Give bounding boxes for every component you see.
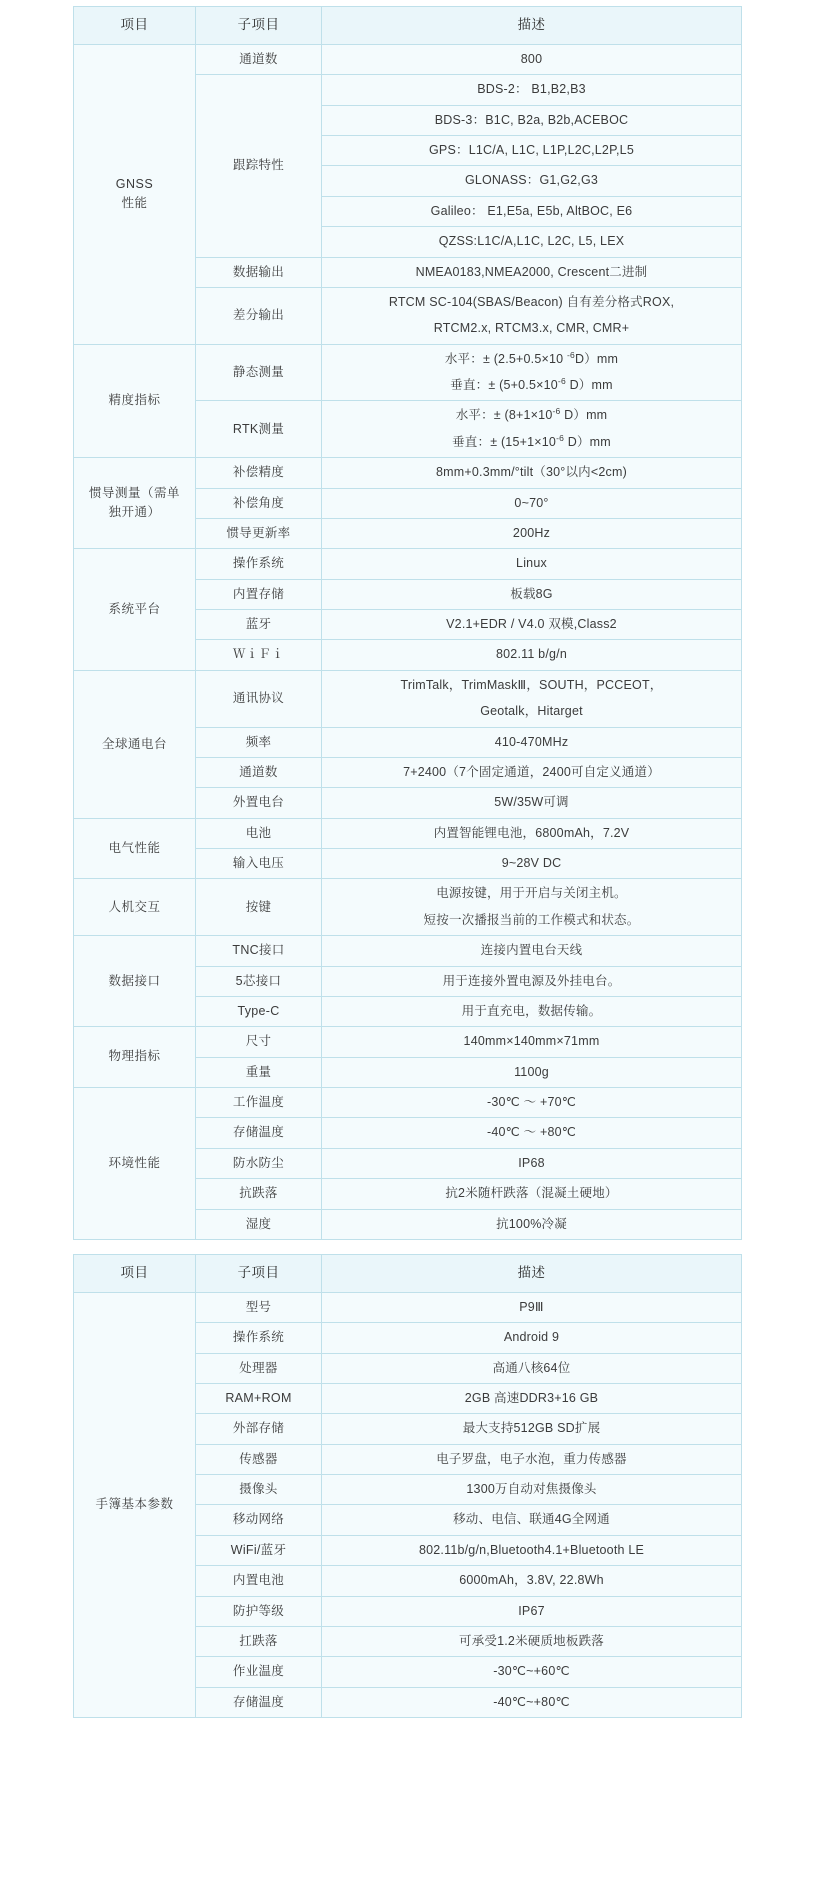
subitem-cell: 通道数 bbox=[196, 44, 322, 74]
category-cell: 系统平台 bbox=[74, 549, 196, 671]
category-cell: 人机交互 bbox=[74, 879, 196, 936]
description-cell: -30℃~+60℃ bbox=[322, 1657, 742, 1687]
subitem-cell: 惯导更新率 bbox=[196, 518, 322, 548]
description-cell: 6000mAh，3.8V, 22.8Wh bbox=[322, 1566, 742, 1596]
description-cell: 7+2400（7个固定通道，2400可自定义通道） bbox=[322, 757, 742, 787]
gnss-spec-body bbox=[74, 44, 742, 1239]
subitem-cell: 蓝牙 bbox=[196, 610, 322, 640]
subitem-cell: 内置存储 bbox=[196, 579, 322, 609]
table-row bbox=[74, 44, 742, 74]
description-cell: 1100g bbox=[322, 1057, 742, 1087]
description-cell: 5W/35W可调 bbox=[322, 788, 742, 818]
table-row bbox=[74, 458, 742, 488]
description-cell: 用于连接外置电源及外挂电台。 bbox=[322, 966, 742, 996]
description-cell: 最大支持512GB SD扩展 bbox=[322, 1414, 742, 1444]
subitem-cell: 通道数 bbox=[196, 757, 322, 787]
description-cell: 802.11b/g/n,Bluetooth4.1+Bluetooth LE bbox=[322, 1535, 742, 1565]
description-cell: QZSS:L1C/A,L1C, L2C, L5, LEX bbox=[322, 227, 742, 257]
category-cell: 电气性能 bbox=[74, 818, 196, 879]
description-cell: 移动、电信、联通4G全网通 bbox=[322, 1505, 742, 1535]
table-row bbox=[74, 1027, 742, 1057]
description-cell: -30℃ ～ +70℃ bbox=[322, 1088, 742, 1118]
description-cell: GPS：L1C/A, L1C, L1P,L2C,L2P,L5 bbox=[322, 136, 742, 166]
description-cell: 802.11 b/g/n bbox=[322, 640, 742, 670]
description-cell: 电源按键，用于开启与关闭主机。 短按一次播报当前的工作模式和状态。 bbox=[322, 879, 742, 936]
controller-spec-table bbox=[73, 1254, 742, 1718]
subitem-cell: 内置电池 bbox=[196, 1566, 322, 1596]
description-cell: IP68 bbox=[322, 1148, 742, 1178]
controller-spec-body bbox=[74, 1292, 742, 1717]
subitem-cell: 存储温度 bbox=[196, 1118, 322, 1148]
subitem-cell: 传感器 bbox=[196, 1444, 322, 1474]
subitem-cell: 外部存储 bbox=[196, 1414, 322, 1444]
description-cell: Linux bbox=[322, 549, 742, 579]
subitem-cell: WiFi/蓝牙 bbox=[196, 1535, 322, 1565]
description-cell: -40℃~+80℃ bbox=[322, 1687, 742, 1717]
category-cell: 物理指标 bbox=[74, 1027, 196, 1088]
description-cell: Galileo： E1,E5a, E5b, AltBOC, E6 bbox=[322, 196, 742, 226]
subitem-cell: Type-C bbox=[196, 996, 322, 1026]
description-cell: 抗100%冷凝 bbox=[322, 1209, 742, 1239]
description-cell: Android 9 bbox=[322, 1323, 742, 1353]
subitem-cell: 补偿角度 bbox=[196, 488, 322, 518]
table-row bbox=[74, 670, 742, 727]
subitem-cell: 移动网络 bbox=[196, 1505, 322, 1535]
column-header-item: 项目 bbox=[74, 7, 196, 45]
category-cell: 环境性能 bbox=[74, 1088, 196, 1240]
description-cell: 水平：± ($8+1\times 10^{-6}$ D）mm 垂直：± ($15+1\times 10^{-6}$ D）mm bbox=[322, 401, 742, 458]
description-cell: TrimTalk，TrimMaskⅢ，SOUTH，PCCEOT， Geotalk，Hitarget bbox=[322, 670, 742, 727]
category-cell: 精度指标 bbox=[74, 344, 196, 458]
description-cell: GLONASS：G1,G2,G3 bbox=[322, 166, 742, 196]
description-cell: 140mm×140mm×71mm bbox=[322, 1027, 742, 1057]
subitem-cell: 5芯接口 bbox=[196, 966, 322, 996]
category-cell: 手簿基本参数 bbox=[74, 1292, 196, 1717]
description-cell: 9~28V DC bbox=[322, 849, 742, 879]
subitem-cell: 作业温度 bbox=[196, 1657, 322, 1687]
subitem-cell: TNC接口 bbox=[196, 936, 322, 966]
description-cell: 抗2米随杆跌落（混凝土硬地） bbox=[322, 1179, 742, 1209]
gnss-spec-table bbox=[73, 6, 742, 1240]
description-cell: 800 bbox=[322, 44, 742, 74]
subitem-cell: 静态测量 bbox=[196, 344, 322, 401]
description-cell: 1300万自动对焦摄像头 bbox=[322, 1475, 742, 1505]
table-row bbox=[74, 1292, 742, 1322]
subitem-cell: ＷｉＦｉ bbox=[196, 640, 322, 670]
subitem-cell: 尺寸 bbox=[196, 1027, 322, 1057]
description-cell: P9Ⅲ bbox=[322, 1292, 742, 1322]
subitem-cell: 处理器 bbox=[196, 1353, 322, 1383]
subitem-cell: 摄像头 bbox=[196, 1475, 322, 1505]
subitem-cell: 差分输出 bbox=[196, 287, 322, 344]
column-header-subitem: 子项目 bbox=[196, 1254, 322, 1292]
subitem-cell: 操作系统 bbox=[196, 549, 322, 579]
category-cell: 惯导测量（需单 独开通） bbox=[74, 458, 196, 549]
subitem-cell: 输入电压 bbox=[196, 849, 322, 879]
description-cell: 2GB 高速DDR3+16 GB bbox=[322, 1383, 742, 1413]
subitem-cell: 跟踪特性 bbox=[196, 75, 322, 257]
column-header-item: 项目 bbox=[74, 1254, 196, 1292]
column-header-description: 描述 bbox=[322, 7, 742, 45]
subitem-cell: 频率 bbox=[196, 727, 322, 757]
description-cell: 内置智能锂电池，6800mAh，7.2V bbox=[322, 818, 742, 848]
subitem-cell: 工作温度 bbox=[196, 1088, 322, 1118]
subitem-cell: 防护等级 bbox=[196, 1596, 322, 1626]
subitem-cell: RTK测量 bbox=[196, 401, 322, 458]
table-row bbox=[74, 1088, 742, 1118]
description-cell: 可承受1.2米硬质地板跌落 bbox=[322, 1626, 742, 1656]
table-row bbox=[74, 344, 742, 401]
subitem-cell: 外置电台 bbox=[196, 788, 322, 818]
description-cell: 8mm+0.3mm/°tilt（30°以内<2cm) bbox=[322, 458, 742, 488]
subitem-cell: 防水防尘 bbox=[196, 1148, 322, 1178]
description-cell: 水平：± (2.5+0.5×10 $^{-6}$D）mm 垂直：± ($5+0.5\times 10^{-6}$ D）mm bbox=[322, 344, 742, 401]
subitem-cell: 湿度 bbox=[196, 1209, 322, 1239]
category-cell: 全球通电台 bbox=[74, 670, 196, 818]
category-cell: GNSS 性能 bbox=[74, 44, 196, 344]
subitem-cell: 重量 bbox=[196, 1057, 322, 1087]
description-cell: 0~70° bbox=[322, 488, 742, 518]
description-cell: 高通八核64位 bbox=[322, 1353, 742, 1383]
table-row bbox=[74, 879, 742, 936]
subitem-cell: 按键 bbox=[196, 879, 322, 936]
description-cell: 410-470MHz bbox=[322, 727, 742, 757]
subitem-cell: 抗跌落 bbox=[196, 1179, 322, 1209]
description-cell: IP67 bbox=[322, 1596, 742, 1626]
description-cell: 电子罗盘，电子水泡，重力传感器 bbox=[322, 1444, 742, 1474]
subitem-cell: 操作系统 bbox=[196, 1323, 322, 1353]
description-cell: -40℃ ～ +80℃ bbox=[322, 1118, 742, 1148]
subitem-cell: 电池 bbox=[196, 818, 322, 848]
column-header-subitem: 子项目 bbox=[196, 7, 322, 45]
subitem-cell: 通讯协议 bbox=[196, 670, 322, 727]
column-header-description: 描述 bbox=[322, 1254, 742, 1292]
table-header-row bbox=[74, 7, 742, 45]
subitem-cell: 型号 bbox=[196, 1292, 322, 1322]
subitem-cell: RAM+ROM bbox=[196, 1383, 322, 1413]
description-cell: 板载8G bbox=[322, 579, 742, 609]
description-cell: 200Hz bbox=[322, 518, 742, 548]
description-cell: BDS-3：B1C, B2a, B2b,ACEBOC bbox=[322, 105, 742, 135]
subitem-cell: 补偿精度 bbox=[196, 458, 322, 488]
description-cell: BDS-2： B1,B2,B3 bbox=[322, 75, 742, 105]
table-header-row bbox=[74, 1254, 742, 1292]
table-row bbox=[74, 936, 742, 966]
subitem-cell: 扛跌落 bbox=[196, 1626, 322, 1656]
description-cell: V2.1+EDR / V4.0 双模,Class2 bbox=[322, 610, 742, 640]
category-cell: 数据接口 bbox=[74, 936, 196, 1027]
table-row bbox=[74, 549, 742, 579]
table-row bbox=[74, 818, 742, 848]
description-cell: 连接内置电台天线 bbox=[322, 936, 742, 966]
subitem-cell: 数据输出 bbox=[196, 257, 322, 287]
description-cell: 用于直充电，数据传输。 bbox=[322, 996, 742, 1026]
subitem-cell: 存储温度 bbox=[196, 1687, 322, 1717]
description-cell: NMEA0183,NMEA2000, Crescent二进制 bbox=[322, 257, 742, 287]
description-cell: RTCM SC-104(SBAS/Beacon) 自有差分格式ROX, RTCM2.x, RTCM3.x, CMR, CMR+ bbox=[322, 287, 742, 344]
